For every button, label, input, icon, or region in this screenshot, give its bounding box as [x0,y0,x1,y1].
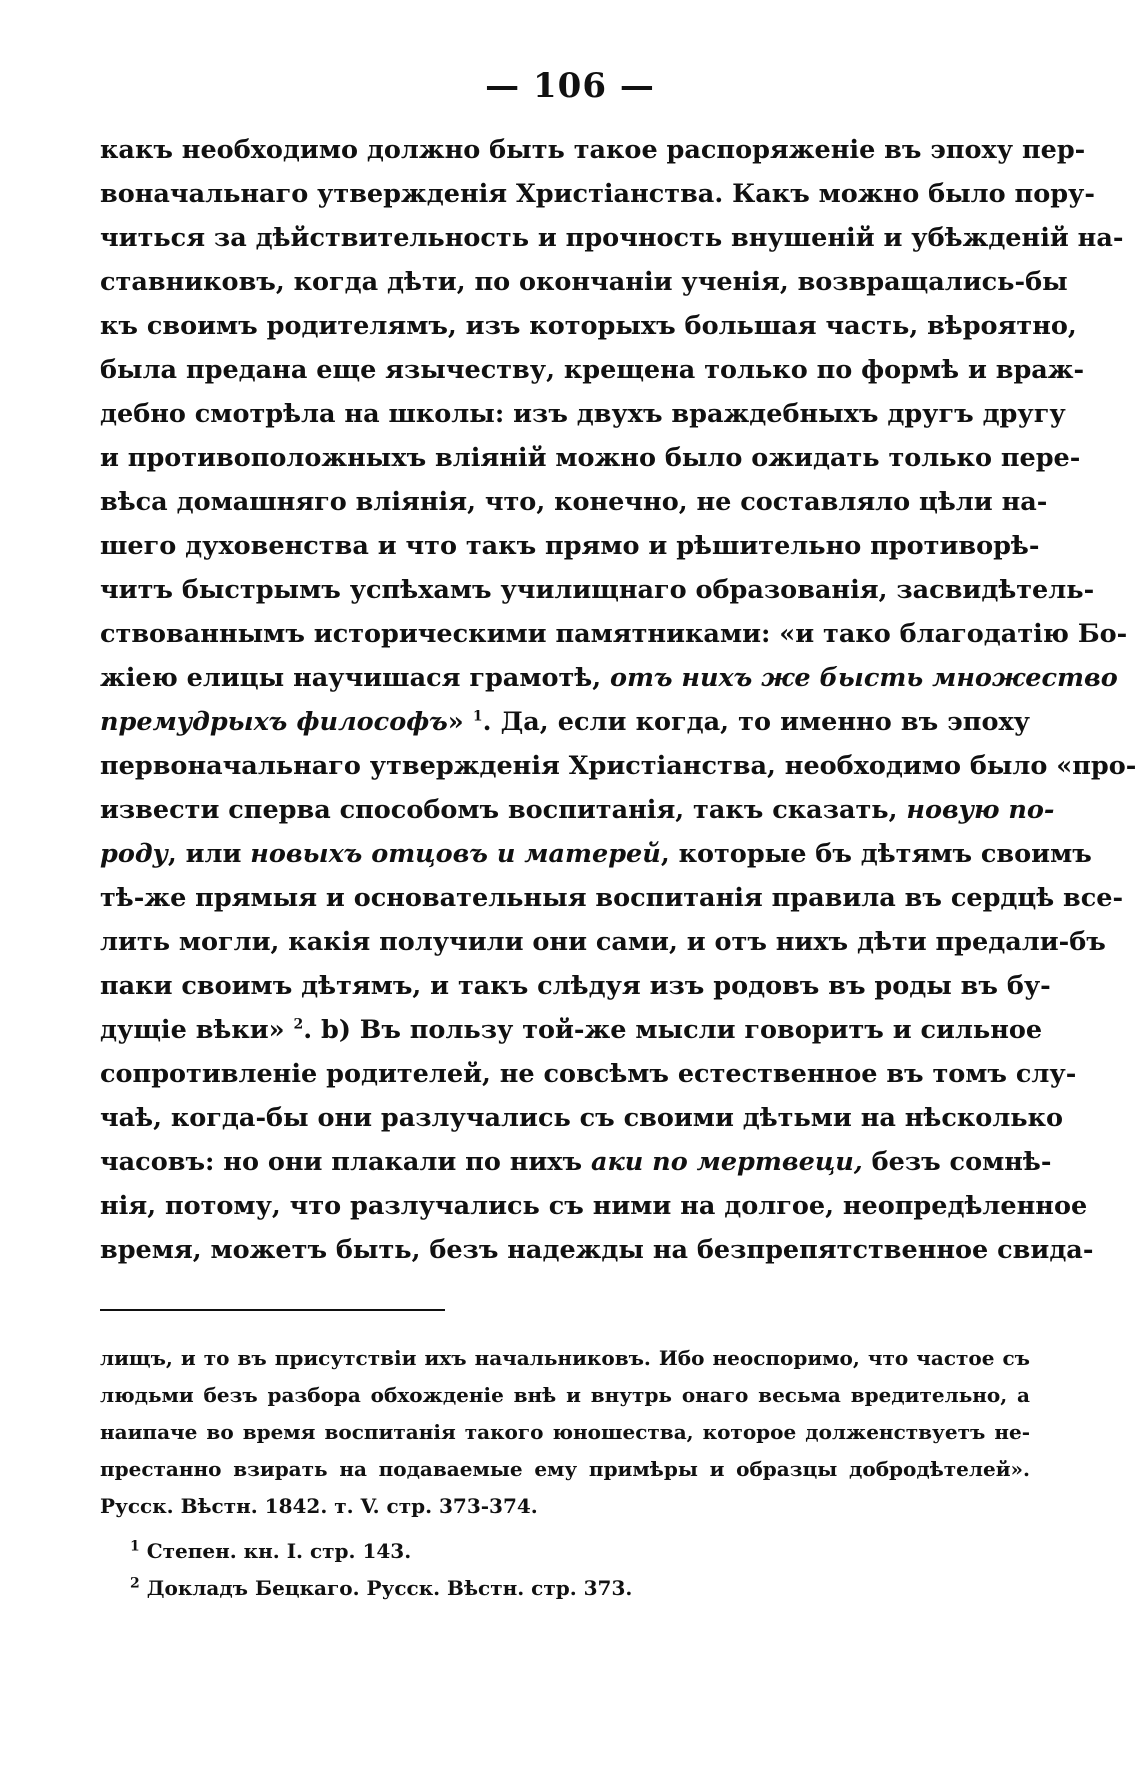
text-line [100,832,1092,876]
text-line [100,612,1128,656]
footnote-separator [100,1309,445,1311]
footnote-1 [100,1533,1030,1570]
text-segment: читься за дѣйствительность и прочность внушеній и убѣжденій на- [100,223,1124,253]
text-segment: дебно смотрѣла на школы: изъ двухъ враждебныхъ другъ другу [100,399,1066,429]
text-line [100,172,1095,216]
text-segment: чаѣ, когда-бы они разлучались съ своими дѣтьми на нѣсколько [100,1103,1064,1133]
text-line [100,304,1077,348]
text-line [100,1052,1077,1096]
italic-segment: роду [100,839,168,869]
text-line [100,1096,1064,1140]
text-segment: извести сперва способомъ воспитанія, такъ сказать, [100,795,907,825]
text-line [100,700,1030,744]
text-line [100,348,1085,392]
text-line [100,1008,1043,1052]
text-segment: безъ сомнѣ- [862,1147,1052,1177]
footnote-text: Степен. кн. I. стр. 143. [146,1539,412,1563]
text-segment: , которые бъ дѣтямъ своимъ [660,839,1092,869]
text-line [100,1140,1052,1184]
text-line [100,392,1066,436]
page-number: — 106 — [485,66,655,106]
footnote-continuation [100,1340,1030,1525]
footnote-line: лищъ, и то въ присутствіи ихъ начальниковъ. Ибо неоспоримо, что частое съ [100,1346,1030,1370]
text-segment: часовъ: но они плакали по нихъ [100,1147,591,1177]
text-segment: шего духовенства и что такъ прямо и рѣшительно противорѣ- [100,531,1040,561]
text-segment: паки своимъ дѣтямъ, и такъ слѣдуя изъ родовъ въ роды въ бу- [100,971,1051,1001]
text-segment: и противоположныхъ вліяній можно было ожидать только пере- [100,443,1081,473]
text-segment: къ своимъ родителямъ, изъ которыхъ большая часть, вѣроятно, [100,311,1077,341]
text-segment: какъ необходимо должно быть такое распоряженіе въ эпоху пер- [100,135,1086,165]
footnote-text: Докладъ Бецкаго. Русск. Вѣстн. стр. 373. [146,1576,633,1600]
text-segment: , или [167,839,251,869]
text-segment: сопротивленіе родителей, не совсѣмъ естественное въ томъ слу- [100,1059,1077,1089]
footnote-line: людьми безъ разбора обхожденіе внѣ и внутрь онаго весьма вредительно, а [100,1383,1030,1407]
text-segment: лить могли, какія получили они сами, и отъ нихъ дѣти предали-бъ [100,927,1106,957]
text-segment: вѣса домашняго вліянія, что, конечно, не составляло цѣли на- [100,487,1048,517]
text-line [100,656,1118,700]
footnote-line: Русск. Вѣстн. 1842. т. V. стр. 373-374. [100,1494,538,1518]
text-line [100,524,1040,568]
text-line [100,216,1124,260]
text-segment: воначальнаго утвержденія Христіанства. Какъ можно было пору- [100,179,1095,209]
italic-segment: премудрыхъ философъ [100,707,448,737]
text-segment: » [447,707,473,737]
footnote-2 [100,1570,1030,1607]
text-segment: . b) Въ пользу той-же мысли говоритъ и сильное [303,1015,1043,1045]
italic-segment: отъ нихъ же бысть множество [609,663,1118,693]
footnotes-block [100,1340,1030,1607]
text-segment: жіею елицы научишася грамотѣ, [100,663,610,693]
text-line [100,128,1086,172]
text-segment: тѣ-же прямыя и основательныя воспитанія правила въ сердцѣ все- [100,883,1124,913]
footnote-reference: 1 [472,708,483,725]
footnote-number: 2 [130,1575,140,1592]
text-segment: была предана еще язычеству, крещена только по формѣ и враж- [100,355,1085,385]
text-segment: ставниковъ, когда дѣти, по окончаніи ученія, возвращались-бы [100,267,1068,297]
text-line [100,964,1051,1008]
text-line [100,260,1068,304]
italic-segment: новыхъ отцовъ и матерей [250,839,661,869]
footnote-line: престанно взирать на подаваемые ему примѣры и образцы добродѣтелей». [100,1457,1030,1481]
text-line [100,1184,1088,1228]
body-text [100,128,1137,1272]
text-line [100,436,1081,480]
text-segment: дущіе вѣки» [100,1015,294,1045]
text-segment: время, можетъ быть, безъ надежды на безпрепятственное свида- [100,1235,1094,1265]
text-segment: читъ быстрымъ успѣхамъ училищнаго образованія, засвидѣтель- [100,575,1095,605]
text-line [100,744,1137,788]
italic-segment: новую по- [906,795,1055,825]
text-segment: нія, потому, что разлучались съ ними на долгое, неопредѣленное [100,1191,1088,1221]
italic-segment: аки по мертвеци, [590,1147,863,1177]
text-segment: . Да, если когда, то именно въ эпоху [482,707,1031,737]
text-line [100,788,1055,832]
text-line [100,480,1048,524]
text-line [100,568,1095,612]
text-line [100,1228,1094,1272]
text-line [100,920,1106,964]
text-segment: ствованнымъ историческими памятниками: «и тако благодатію Бо- [100,619,1128,649]
footnote-reference: 2 [293,1016,304,1033]
text-segment: первоначальнаго утвержденія Христіанства, необходимо было «про- [100,751,1137,781]
footnote-number: 1 [130,1538,140,1555]
footnote-line: наипаче во время воспитанія такого юношества, которое долженствуетъ не- [100,1420,1030,1444]
text-line [100,876,1124,920]
